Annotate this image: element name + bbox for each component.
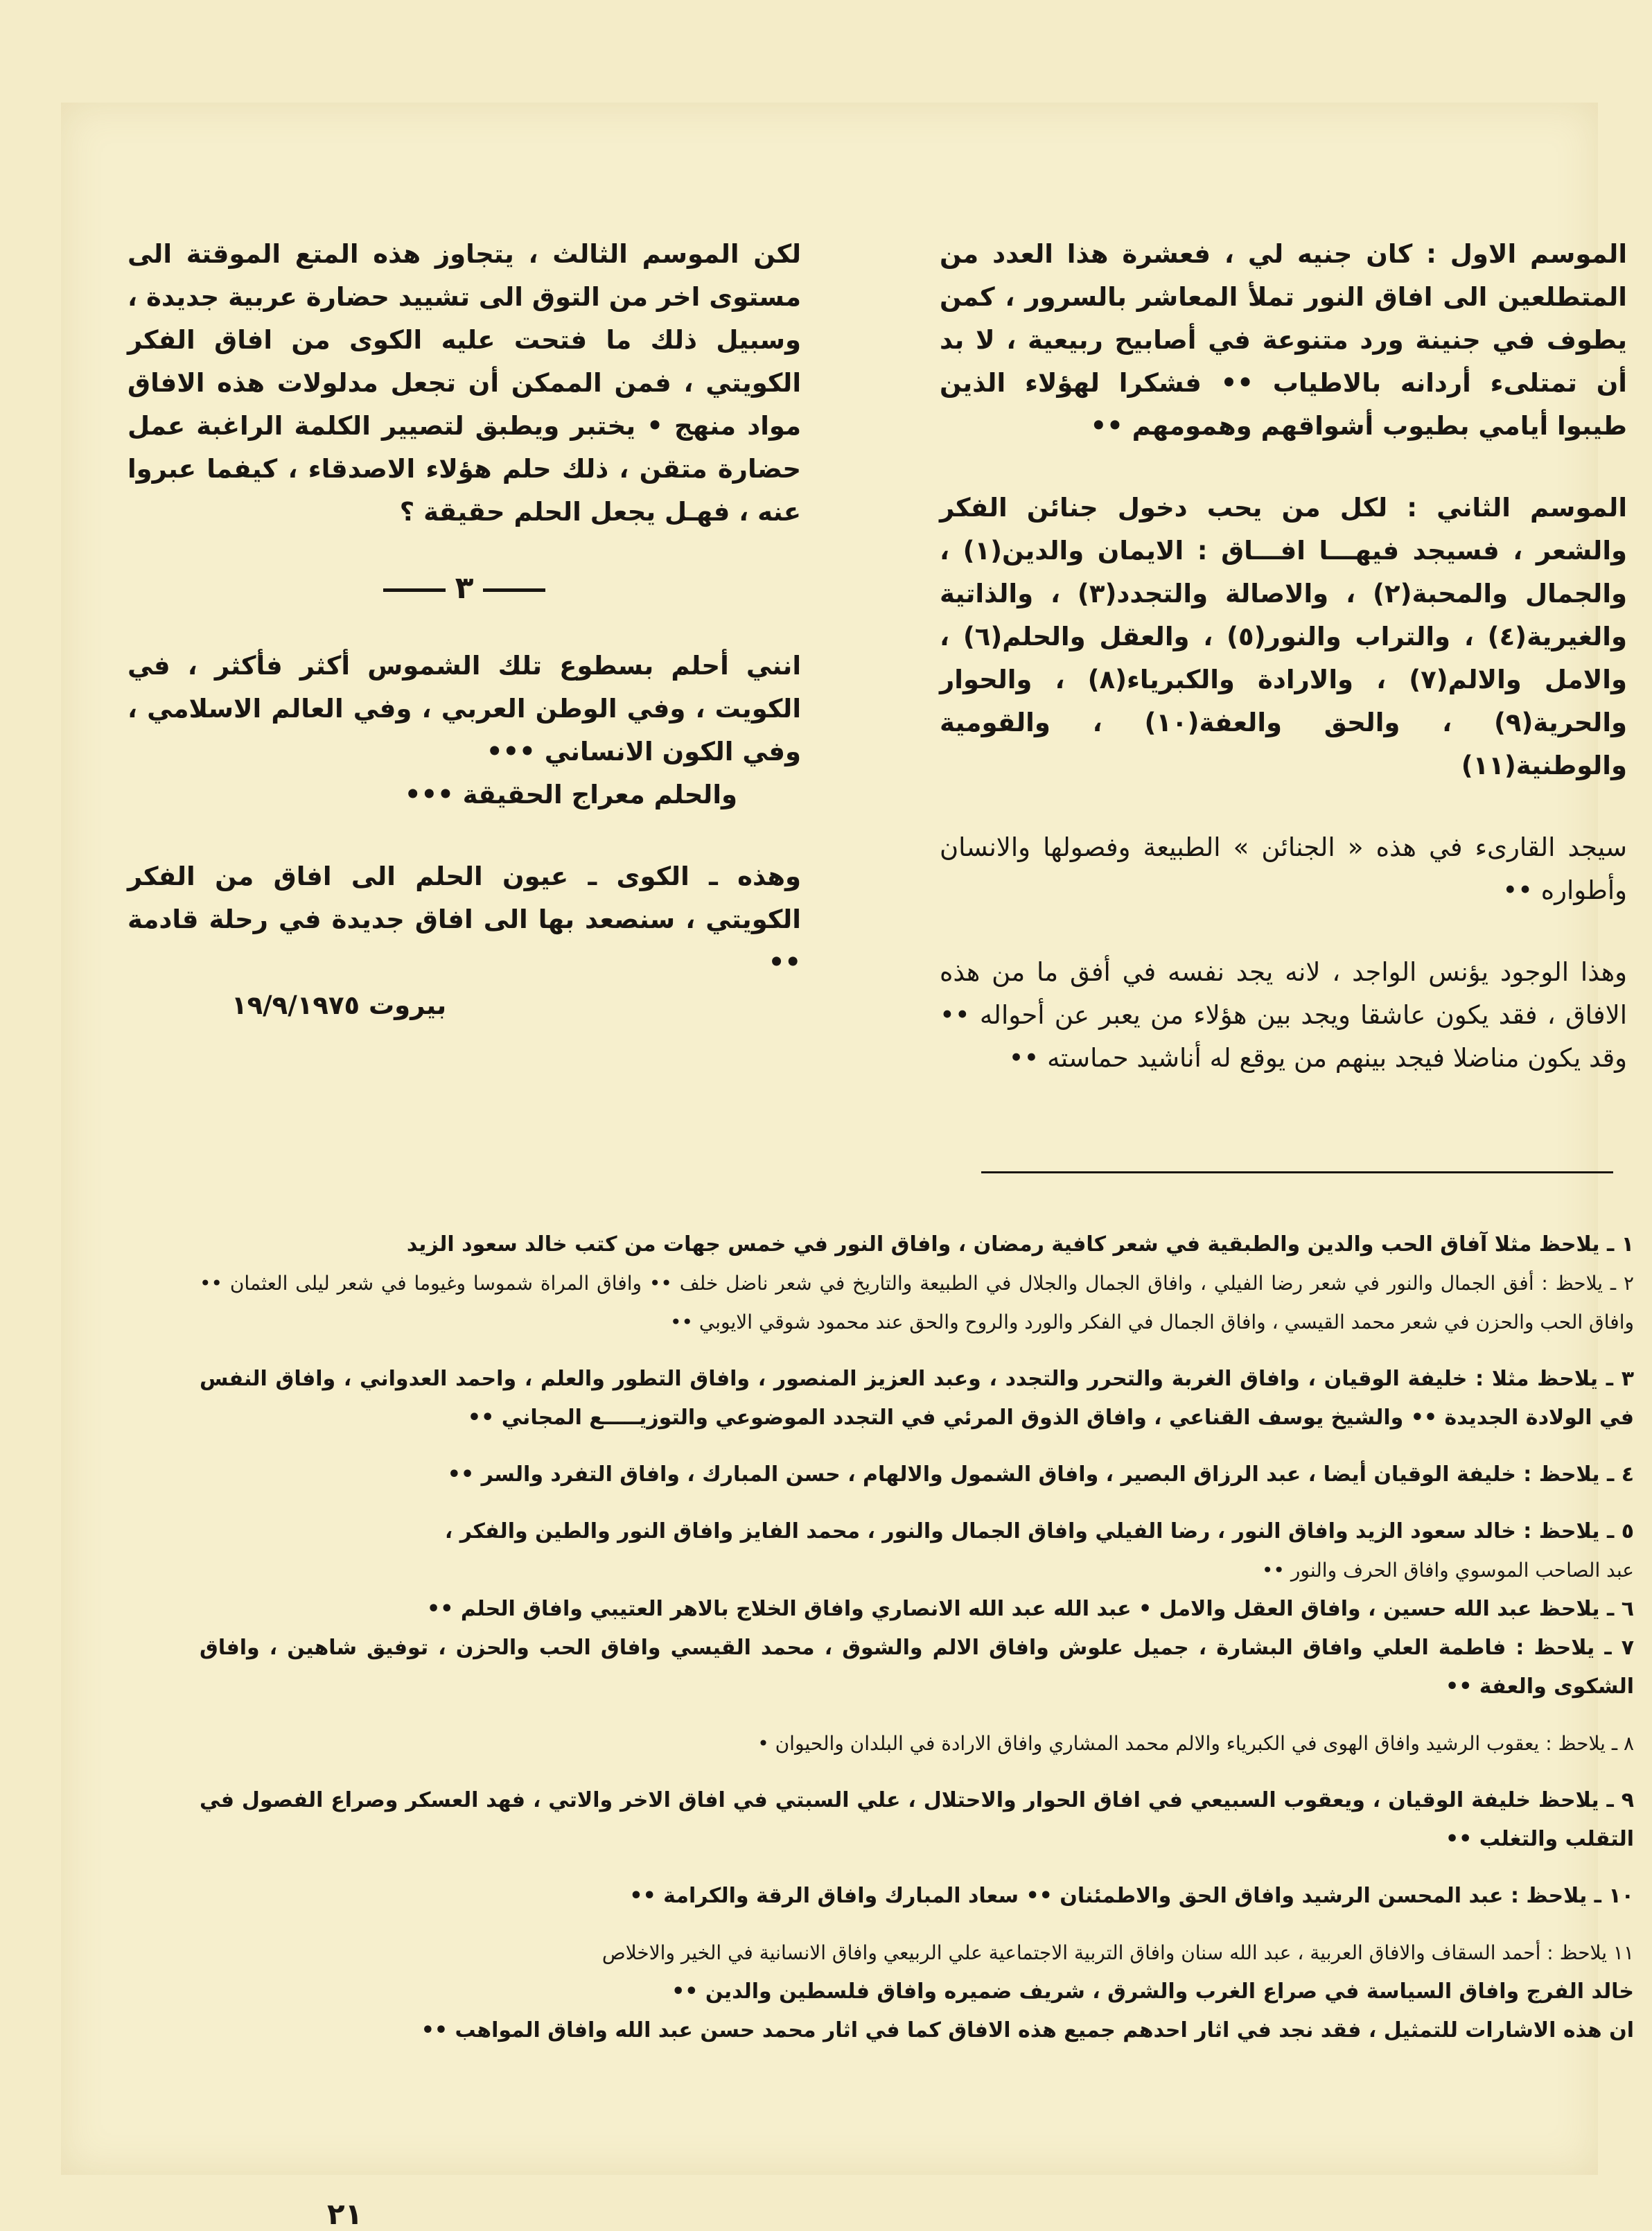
paragraph-dream-ladder: والحلم معراج الحقيقة •••: [404, 780, 737, 810]
footnote-5-continued: عبد الصاحب الموسوي وافاق الحرف والنور ••: [1261, 1559, 1634, 1582]
paragraph-second-season: الموسم الثاني : لكل من يحب دخول جنائن الفكر والشعر ، فسيجد فيهـــا افـــاق : الايمان والدين(١) ، والجمال والمحبة(٢) ، والاصالة والتجدد(٣) ، والذاتية والغيرية(٤) ، والتراب والنور(٥) ، والعقل والحلم(٦) ، والامل والالم(٧) ، والارادة والكبرياء(٨) ، والحوار والحرية(٩) ، والحق والعفة(١٠) ، والقومية والوطنية(١١): [940, 493, 1628, 780]
footnote-11: ١١ يلاحظ : أحمد السقاف والافاق العربية ، عبد الله سنان وافاق التربية الاجتماعية علي الربيعي وافاق الانسانية في الخير والاخلاص: [601, 1941, 1634, 1964]
right-column: [940, 233, 1627, 1080]
footnote-5: ٥ ـ يلاحظ : خالد سعود الزيد وافاق النور ، رضا الفيلي وافاق الجمال والنور ، محمد الفايز وافاق النور والطين والفكر ،: [444, 1519, 1634, 1543]
left-column: [128, 233, 801, 1027]
section-divider: [128, 567, 801, 610]
footnote-10: ١٠ ـ يلاحظ : عبد المحسن الرشيد وافاق الحق والاطمئنان •• سعاد المبارك وافاق الرقة والكرامة ••: [629, 1884, 1634, 1908]
paragraph-third-season: لكن الموسم الثالث ، يتجاوز هذه المتع الموقتة الى مستوى اخر من التوق الى تشييد حضارة عربية جديدة ، وسبيل ذلك ما فتحت عليه الكوى من افاق الفكر الكويتي ، فمن الممكن أن تجعل مدلولات هذه الافاق مواد منهج • يختبر ويطبق لتصيير الكلمة الراغبة عمل حضارة متقن ، ذلك حلم هؤلاء الاصدقاء ، كيفما عبروا عنه ، فهـل يجعل الحلم حقيقة ؟: [128, 239, 801, 527]
paragraph-first-season: الموسم الاول : كان جنيه لي ، فعشرة هذا العدد من المتطلعين الى افاق النور تملأ المعاشر بالسرور ، كمن يطوف في جنينة ورد متنوعة في أصابيح ربيعية ، لا بد أن تمتلىء أردانه بالاطياب •• فشكرا لهؤلاء الذين طيبوا أيامي بطيوب أشواقهم وهمومهم ••: [940, 239, 1627, 441]
footnote-2: ٢ ـ يلاحظ : أفق الجمال والنور في شعر رضا الفيلي ، وافاق الجمال والجلال في الطبيعة والتاريخ في شعر ناضل خلف •• وافاق المراة شموسا وغيوما في شعر ليلى العثمان •• وافاق الحب والحزن في شعر محمد القيسي ، وافاق الجمال في الفكر والورد والروح والحق عند محمود شوقي الايوبي ••: [200, 1272, 1634, 1333]
section-number: ٣: [455, 570, 474, 606]
footnote-6: ٦ ـ يلاحظ عبد الله حسين ، وافاق العقل والامل • عبد الله عبد الله الانصاري وافاق الخلاج بالاهر العتيبي وافاق الحلم ••: [427, 1597, 1634, 1621]
paragraph-reader: سيجد القارىء في هذه « الجنائن » الطبيعة وفصولها والانسان وأطواره ••: [940, 832, 1627, 905]
footnote-1: ١ ـ يلاحظ مثلا آفاق الحب والدين والطبقية في شعر كافية رمضان ، وافاق النور في خمس جهات من كتب خالد سعود الزيد: [406, 1232, 1634, 1257]
footnote-closing: ان هذه الاشارات للتمثيل ، فقد نجد في اثار احدهم جميع هذه الافاق كما في اثار محمد حسن عبد الله وافاق المواهب ••: [421, 2018, 1634, 2042]
footnote-3: ٣ ـ يلاحظ مثلا : خليفة الوقيان ، وافاق الغربة والتحرر والتجدد ، وعبد العزيز المنصور ، وافاق التطور والعلم ، واحمد العدواني ، وافاق النفس في الولادة الجديدة •• والشيخ يوسف القناعي ، وافاق الذوق المرئي في التجدد الموضوعي والتوزيـــــع المجاني ••: [200, 1367, 1634, 1430]
date-line: بيروت ١٩/٩/١٩٧٥: [231, 990, 447, 1020]
footnote-rule: [981, 1171, 1613, 1173]
paragraph-windows: وهذه ـ الكوى ـ عيون الحلم الى افاق من الفكر الكويتي ، سنصعد بها الى افاق جديدة في رحلة قادمة ••: [128, 861, 801, 977]
page-sheet: [61, 103, 1634, 2231]
footnote-8: ٨ ـ يلاحظ : يعقوب الرشيد وافاق الهوى في الكبرياء والالم محمد المشاري وافاق الارادة في البلدان والحيوان •: [757, 1732, 1634, 1755]
footnote-4: ٤ ـ يلاحظ : خليفة الوقيان أيضا ، عبد الرزاق البصير ، وافاق الشمول والالهام ، حسن المبارك ، وافاق التفرد والسر ••: [447, 1462, 1634, 1487]
paragraph-existence: وهذا الوجود يؤنس الواجد ، لانه يجد نفسه في أفق ما من هذه الافاق ، فقد يكون عاشقا ويجد بين هؤلاء من يعبر عن أحواله •• وقد يكون مناضلا فيجد بينهم من يوقع له أناشيد حماسته ••: [940, 957, 1627, 1073]
page-number: ٢١: [327, 2197, 363, 2231]
footnotes: [200, 1225, 1634, 2050]
footnote-11-continued: خالد الفرج وافاق السياسة في صراع الغرب والشرق ، شريف ضميره وافاق فلسطين والدين ••: [671, 1979, 1634, 2004]
divider-bar-right: [483, 588, 545, 592]
divider-bar-left: [383, 588, 446, 592]
footnote-9: ٩ ـ يلاحظ خليفة الوقيان ، ويعقوب السبيعي في افاق الحوار والاحتلال ، علي السبتي في افاق الاخر والاتي ، فهد العسكر وصراع الفصول في التقلب والتغلب ••: [200, 1788, 1634, 1851]
footnote-7: ٧ ـ يلاحظ : فاطمة العلي وافاق البشارة ، جميل علوش وافاق الالم والشوق ، محمد القيسي وافاق الحب والحزن ، توفيق شاهين ، وافاق الشكوى والعفة ••: [200, 1636, 1634, 1699]
paragraph-dream: انني أحلم بسطوع تلك الشموس أكثر فأكثر ، في الكويت ، وفي الوطن العربي ، وفي العالم الاسلامي ، وفي الكون الانساني •••: [128, 651, 801, 767]
